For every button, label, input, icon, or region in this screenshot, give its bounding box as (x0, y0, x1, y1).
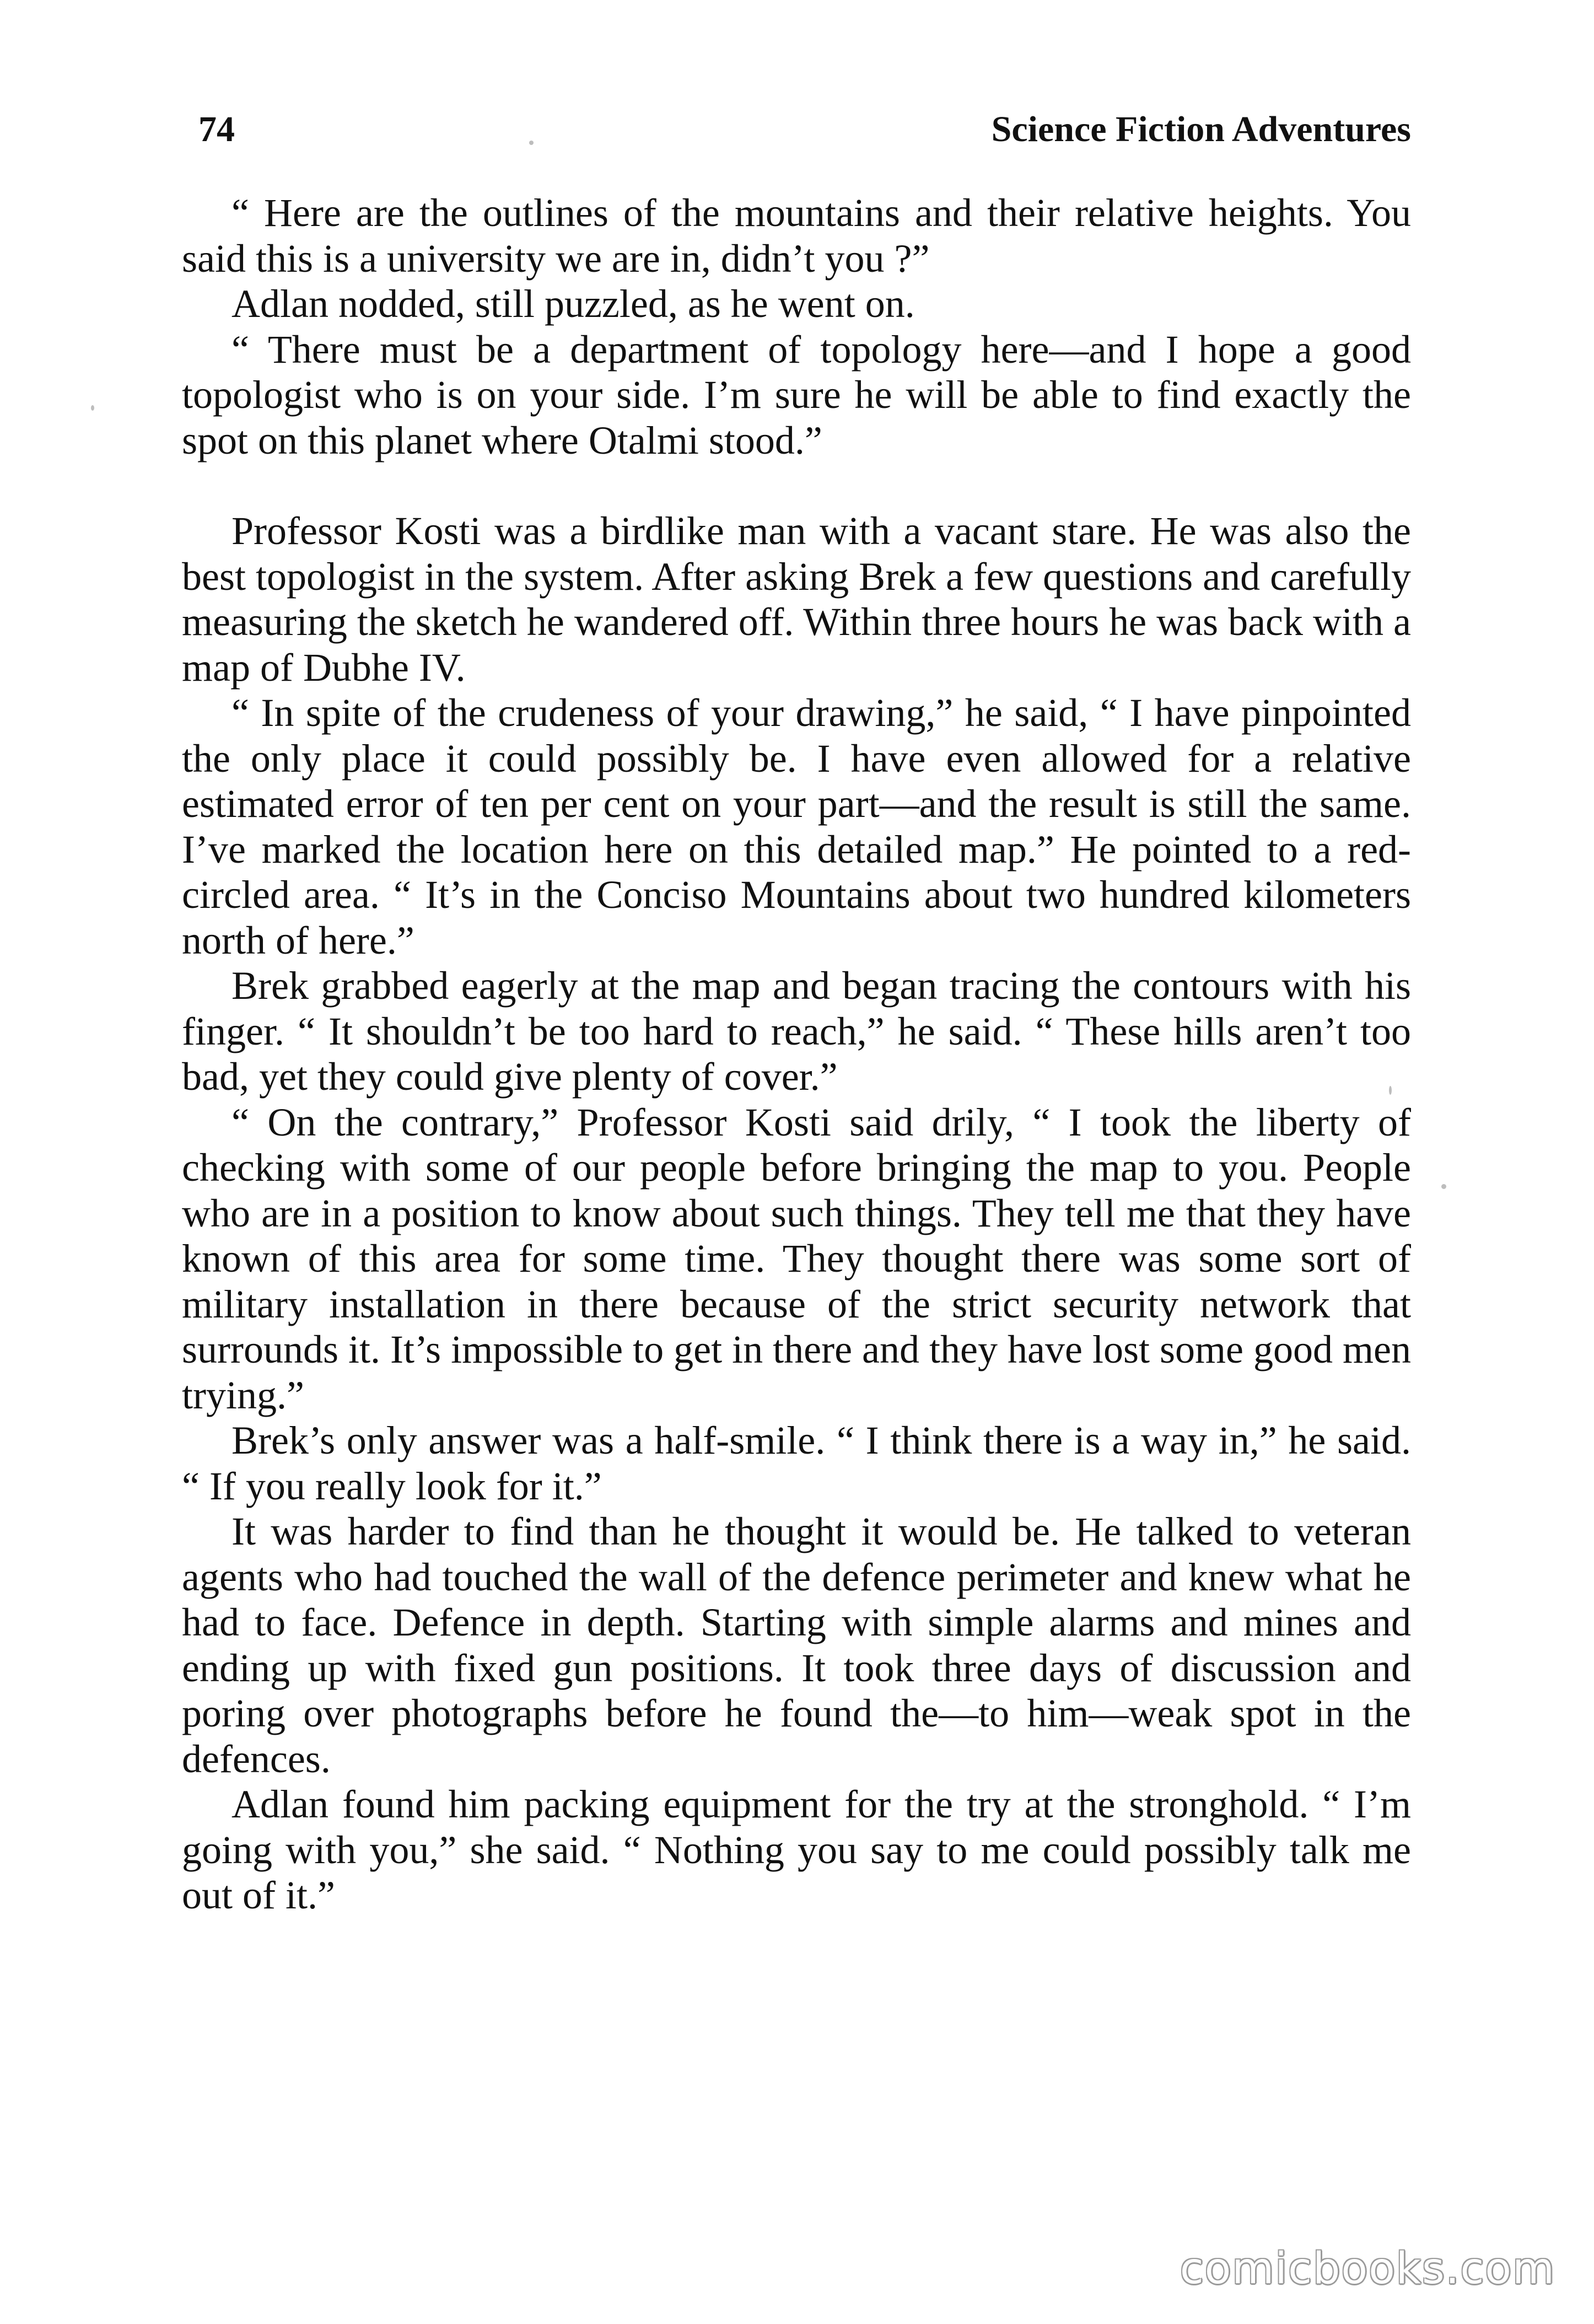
story-text (182, 190, 1411, 1918)
paragraph: Adlan found him packing equipment for the try at the stronghold. “ I’m going with you,” she said. “ Nothing you say to me could possibly talk me out of it.” (182, 1782, 1411, 1917)
paper-speck (529, 141, 534, 145)
paragraph: “ There must be a department of topology here—and I hope a good topologist who is on your side. I’m sure he will be able to find exactly the spot on this planet where Otalmi stood.” (182, 327, 1411, 462)
paragraph: Brek grabbed eagerly at the map and began tracing the contours with his finger. “ It shouldn’t be too hard to reach,” he said. “ These hills aren’t too bad, yet they could give plenty of cover.” (182, 964, 1411, 1099)
paragraph: Brek’s only answer was a half-smile. “ I think there is a way in,” he said. “ If you really look for it.” (182, 1418, 1411, 1508)
paragraph: Professor Kosti was a birdlike man with a vacant stare. He was also the best topologist in the system. After asking Brek a few questions and carefully measuring the sketch he wandered off. Within three hours he was back with a map of Dubhe IV. (182, 509, 1411, 690)
watermark: comicbooks.com (1180, 2244, 1555, 2294)
paragraph: “ On the contrary,” Professor Kosti said drily, “ I took the liberty of checking with some of our people before bringing the map to you. People who are in a position to know about such things. They tell me that they have known of this area for some time. They thought there was some sort of military installation in there because of the strict security network that surrounds it. It’s impossible to get in there and they have lost some good men trying.” (182, 1100, 1411, 1417)
paper-speck (1389, 1086, 1392, 1095)
paragraph: “ Here are the outlines of the mountains and their relative heights. You said this is a university we are in, didn’t you ?” (182, 191, 1411, 281)
running-title: Science Fiction Adventures (991, 109, 1411, 149)
paragraph: It was harder to find than he thought it would be. He talked to veteran agents who had touched the wall of the defence perimeter and knew what he had to face. Defence in depth. Starting with simple alarms and mines and ending up with fixed gun positions. It took three days of discussion and poring over photographs before he found the—to him—weak spot in the defences. (182, 1509, 1411, 1781)
paragraph: Adlan nodded, still puzzled, as he went on. (231, 282, 915, 326)
paragraph: “ In spite of the crudeness of your drawing,” he said, “ I have pinpointed the only place it could possibly be. I have even allowed for a relative estimated error of ten per cent on your part—and the result is still the same. I’ve marked the location here on this detailed map.” He pointed to a red-circled area. “ It’s in the Conciso Mountains about two hundred kilometers north of here.” (182, 691, 1411, 962)
paper-speck (91, 405, 94, 411)
section-break (182, 463, 1411, 508)
page-header (198, 105, 1411, 165)
paper-speck (1441, 1184, 1446, 1189)
page-number: 74 (198, 109, 235, 149)
